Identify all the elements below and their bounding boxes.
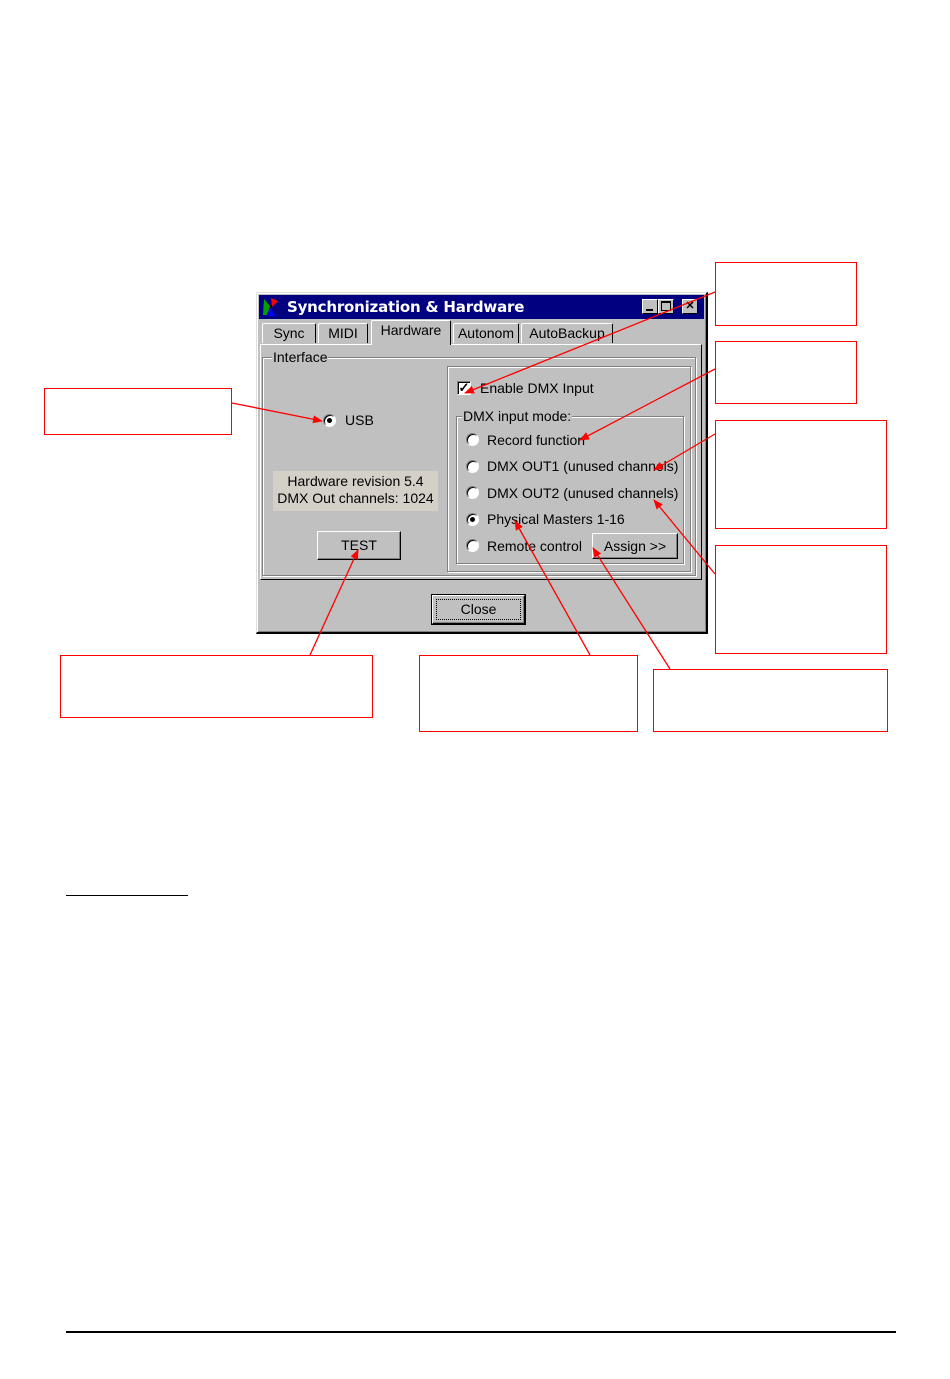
tab-hardware[interactable]: Hardware xyxy=(371,320,451,345)
close-button-label: Close xyxy=(460,601,497,617)
dmx-out2-label[interactable]: DMX OUT2 (unused channels) xyxy=(487,485,679,501)
minimize-icon[interactable] xyxy=(642,299,658,314)
footer-rule xyxy=(66,1331,896,1333)
callout-box-usb xyxy=(44,388,232,435)
callout-box-remote-control xyxy=(653,669,888,732)
physical-masters-label[interactable]: Physical Masters 1-16 xyxy=(487,511,625,527)
dmx-out1-label[interactable]: DMX OUT1 (unused channels) xyxy=(487,458,679,474)
app-icon xyxy=(262,297,280,317)
title-bar[interactable] xyxy=(259,295,704,319)
remote-control-label[interactable]: Remote control xyxy=(487,538,582,554)
assign-button[interactable] xyxy=(592,533,678,559)
enable-dmx-input-checkbox[interactable]: ✓ xyxy=(458,380,470,395)
record-function-radio[interactable] xyxy=(466,433,479,446)
tab-autobackup[interactable]: AutoBackup xyxy=(521,323,613,343)
remote-control-radio[interactable] xyxy=(466,539,479,552)
usb-label[interactable]: USB xyxy=(345,412,374,428)
section-heading-underline xyxy=(66,895,188,896)
test-button-label: TEST xyxy=(341,537,377,553)
callout-box-enable-dmx xyxy=(715,262,857,326)
callout-box-dmx-out2 xyxy=(715,545,887,654)
dmx-input-mode-label: DMX input mode: xyxy=(463,408,572,424)
physical-masters-radio[interactable] xyxy=(466,513,479,526)
record-function-label[interactable]: Record function xyxy=(487,432,586,448)
close-icon[interactable]: ✕ xyxy=(682,299,698,314)
tab-sync[interactable]: Sync xyxy=(262,323,316,343)
enable-dmx-input-label[interactable]: Enable DMX Input xyxy=(480,380,594,396)
close-button[interactable] xyxy=(432,595,525,624)
assign-button-label: Assign >> xyxy=(603,538,667,554)
hardware-info-box xyxy=(273,471,438,511)
dmx-out-channels-text: DMX Out channels: 1024 xyxy=(277,490,434,506)
callout-box-dmx-out1 xyxy=(715,420,887,529)
maximize-icon[interactable] xyxy=(658,299,674,314)
callout-box-test xyxy=(60,655,373,718)
tab-autonom[interactable]: Autonom xyxy=(453,323,519,343)
dmx-out1-radio[interactable] xyxy=(466,460,479,473)
test-button[interactable] xyxy=(317,531,401,560)
window-title: Synchronization & Hardware xyxy=(287,298,525,316)
callout-box-record-function xyxy=(715,341,857,404)
hardware-revision-text: Hardware revision 5.4 xyxy=(287,473,424,489)
callout-box-physical-masters xyxy=(419,655,638,732)
interface-group-label: Interface xyxy=(273,349,328,365)
dmx-out2-radio[interactable] xyxy=(466,486,479,499)
tab-midi[interactable]: MIDI xyxy=(318,323,368,343)
usb-radio[interactable] xyxy=(323,414,336,427)
